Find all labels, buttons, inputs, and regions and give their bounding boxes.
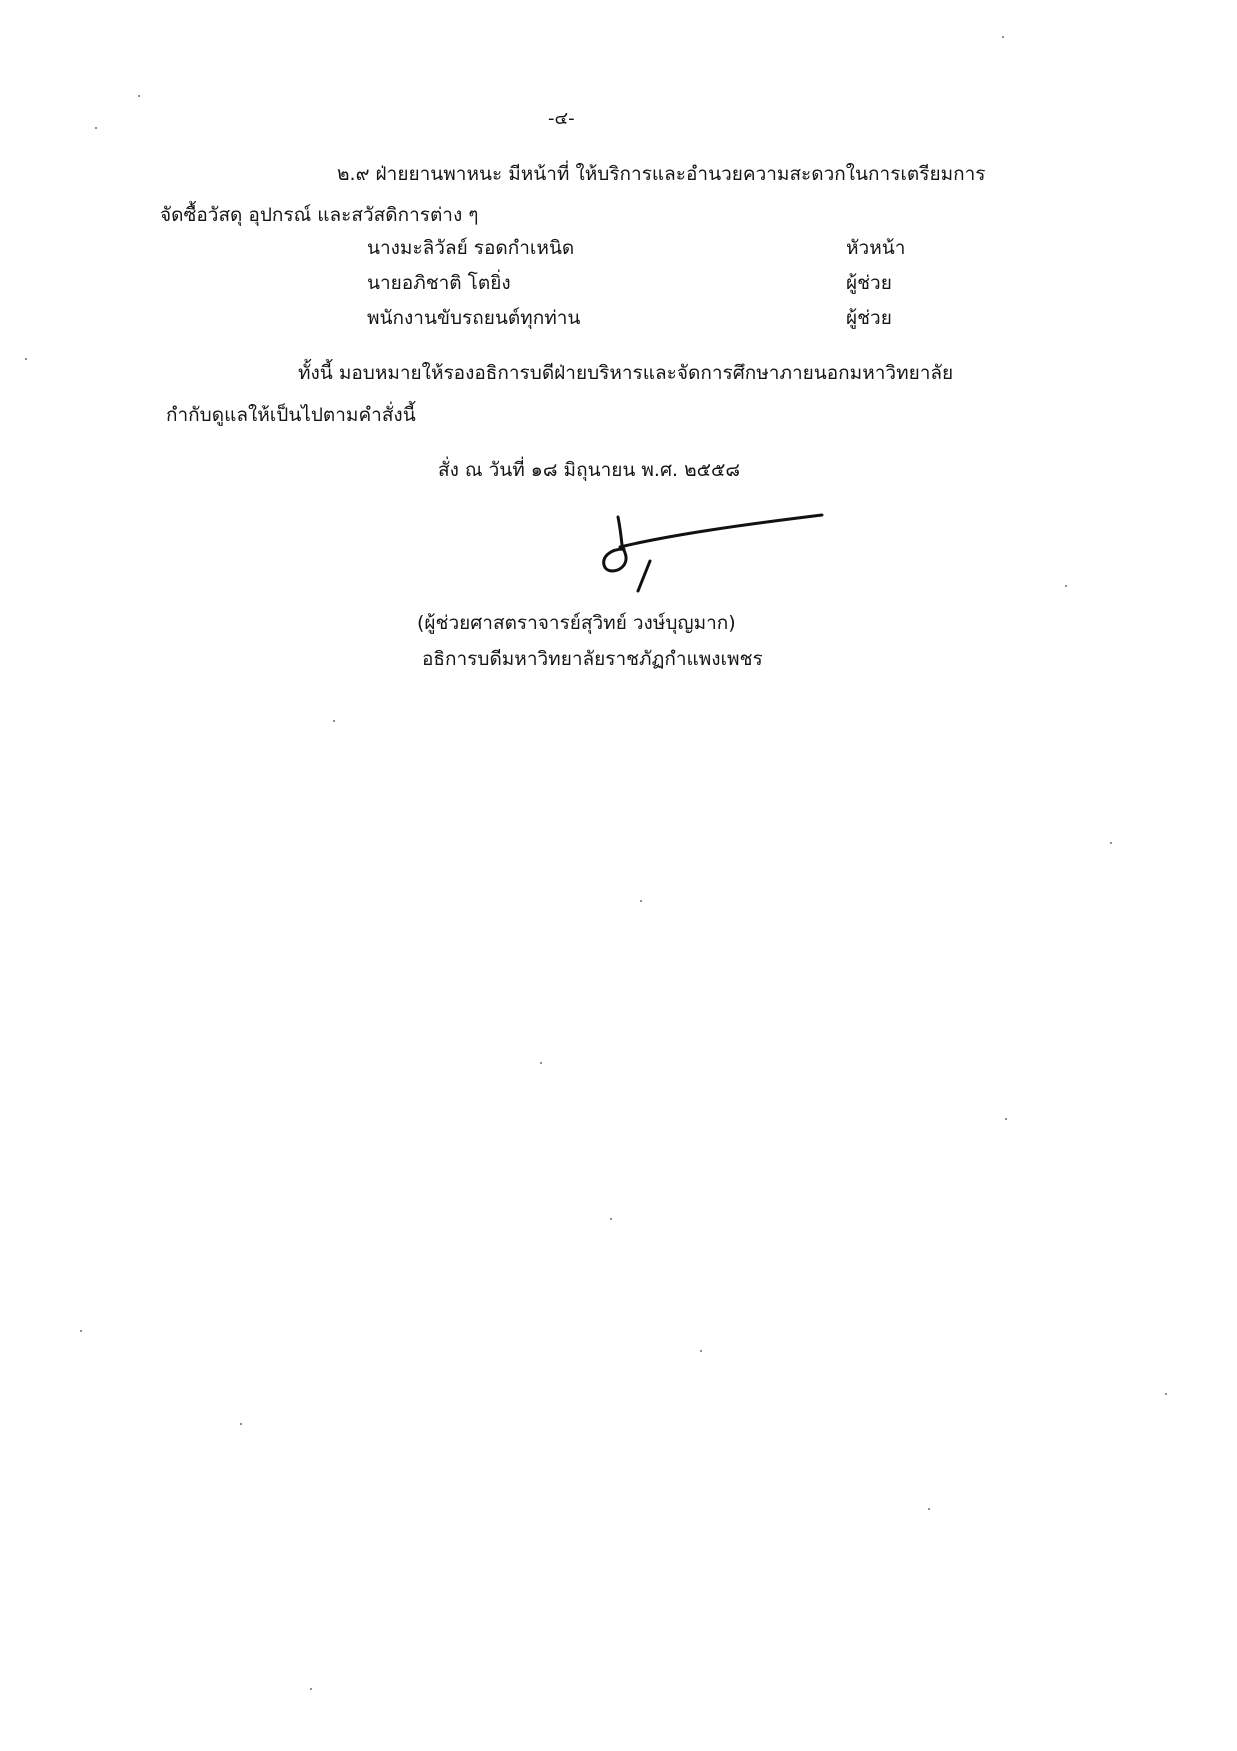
- member-role: ผู้ช่วย: [846, 272, 892, 294]
- signer-name: (ผู้ช่วยศาสตราจารย์สุวิทย์ วงษ์บุญมาก): [417, 612, 736, 634]
- page-number: -๔-: [548, 108, 575, 129]
- order-date: สั่ง ณ วันที่ ๑๘ มิถุนายน พ.ศ. ๒๕๕๘: [438, 459, 741, 481]
- assignment-line-1: ทั้งนี้ มอบหมายให้รองอธิการบดีฝ่ายบริหารและจัดการศึกษาภายนอกมหาวิทยาลัย: [298, 362, 954, 384]
- member-role: หัวหน้า: [846, 237, 906, 259]
- section-heading-line-2: จัดซื้อวัสดุ อุปกรณ์ และสวัสดิการต่าง ๆ: [160, 204, 479, 226]
- member-name: นางมะลิวัลย์ รอดกำเหนิด: [367, 237, 575, 259]
- assignment-line-2: กำกับดูแลให้เป็นไปตามคำสั่งนี้: [166, 404, 416, 426]
- member-name: พนักงานขับรถยนต์ทุกท่าน: [367, 307, 581, 329]
- handwritten-signature: [590, 505, 830, 605]
- member-name: นายอภิชาติ โตยิ่ง: [367, 272, 511, 294]
- signer-title: อธิการบดีมหาวิทยาลัยราชภัฏกำแพงเพชร: [422, 648, 763, 670]
- section-heading-line-1: ๒.๙ ฝ่ายยานพาหนะ มีหน้าที่ ให้บริการและอำนวยความสะดวกในการเตรียมการ: [337, 163, 986, 185]
- member-role: ผู้ช่วย: [846, 307, 892, 329]
